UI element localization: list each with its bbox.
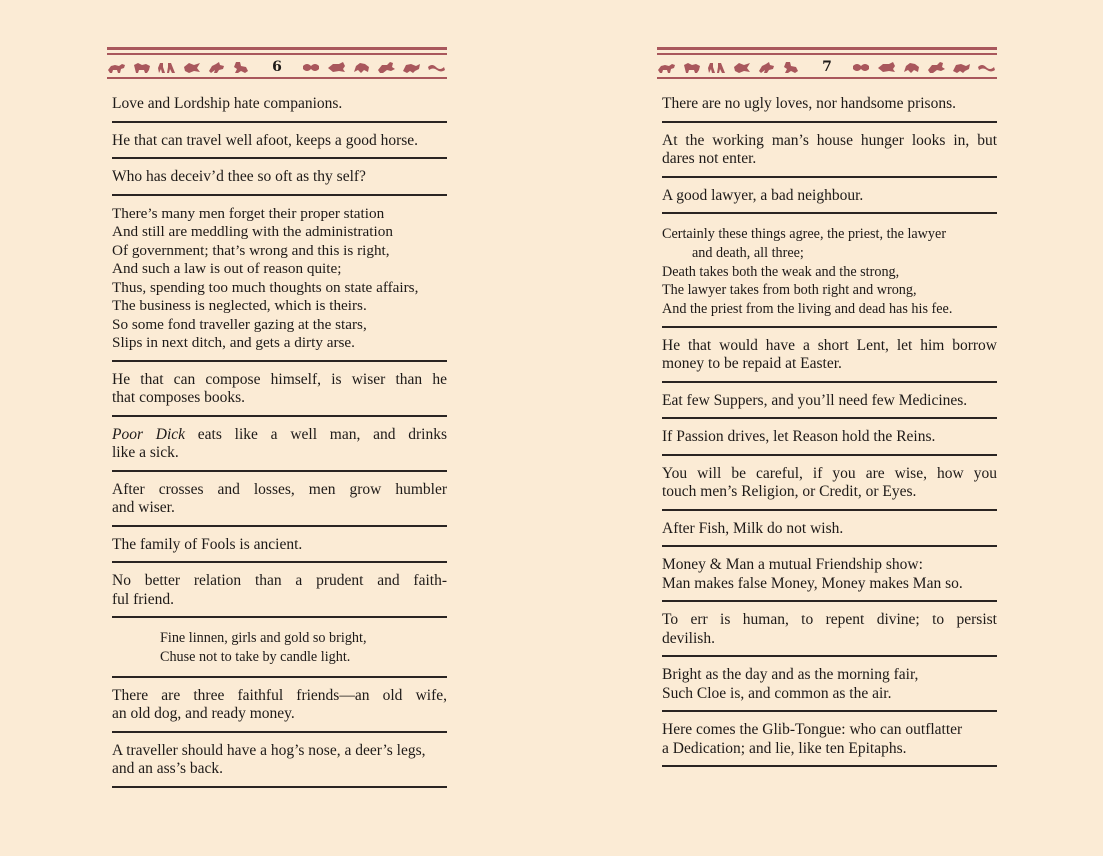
proverb-list	[107, 95, 447, 788]
proverb-entry: Money & Man a mutual Friendship show: Man makes false Money, Money makes Man so.	[662, 556, 997, 602]
proverb-entry: He that can compose himself, is wiser than he that composes books.	[112, 371, 447, 417]
stag-ornament-icon	[927, 61, 947, 74]
proverb-entry: Eat few Suppers, and you’ll need few Medicines.	[662, 392, 997, 420]
proverb-entry: After Fish, Milk do not wish.	[662, 520, 997, 548]
proverb-entry: You will be careful, if you are wise, how you touch men’s Religion, or Credit, or Eyes.	[662, 465, 997, 511]
italic-name: Poor Dick	[112, 425, 186, 443]
proverb-entry: At the working man’s house hunger looks in, but dares not enter.	[662, 132, 997, 178]
proverb-entry: He that can travel well afoot, keeps a good horse.	[112, 132, 447, 160]
lion-ornament-icon	[352, 61, 372, 74]
fish-ornament-icon	[877, 61, 897, 74]
proverb-entry: The family of Fools is ancient.	[112, 536, 447, 564]
carriage-ornament-icon	[302, 61, 322, 74]
proverb-entry: After crosses and losses, men grow humbler and wiser.	[112, 481, 447, 527]
serpent-ornament-icon	[427, 61, 447, 74]
ornament-glyphs-right	[302, 59, 447, 75]
proverb-entry: If Passion drives, let Reason hold the Reins.	[662, 428, 997, 456]
proverb-entry: No better relation than a prudent and faith- ful friend.	[112, 572, 447, 618]
proverb-entry: There are no ugly loves, nor handsome prisons.	[662, 95, 997, 123]
page-number: 7	[822, 59, 832, 75]
proverb-list	[657, 95, 997, 767]
proverb-entry: Who has deceiv’d thee so oft as thy self?	[112, 168, 447, 196]
header-rule	[107, 47, 447, 50]
verse-entry: Certainly these things agree, the priest, the lawyer and death, all three; Death takes both the weak and the strong, The lawyer takes from both right and wrong, And the priest from the living and dead has his fee.	[662, 223, 997, 328]
page-header-ornament	[657, 47, 997, 81]
proverb-entry: There are three faithful friends—an old wife, an old dog, and ready money.	[112, 687, 447, 733]
serpent-ornament-icon	[977, 61, 997, 74]
right-page	[657, 47, 997, 776]
left-page	[107, 47, 447, 797]
lion-ornament-icon	[902, 61, 922, 74]
header-rule	[657, 53, 997, 55]
header-rule	[107, 53, 447, 55]
proverb-entry: Love and Lordship hate companions.	[112, 95, 447, 123]
proverb-entry: Here comes the Glib-Tongue: who can outflatter a Dedication; and lie, like ten Epitaphs.	[662, 721, 997, 767]
carriage-ornament-icon	[852, 61, 872, 74]
ornament-glyphs-right	[852, 59, 997, 75]
hound-ornament-icon	[402, 61, 422, 74]
page-number: 6	[272, 59, 282, 75]
page-header-ornament	[107, 47, 447, 81]
proverb-entry: A good lawyer, a bad neighbour.	[662, 187, 997, 215]
verse-entry: There’s many men forget their proper station And still are meddling with the administration Of government; that’s wrong and this is right, And such a law is out of reason quite; Thus, spending too much thoughts on state affairs, The business is neglected, which is theirs. So some fond traveller gazing at the stars, Slips in next ditch, and gets a dirty arse.	[112, 205, 447, 362]
stag-ornament-icon	[377, 61, 397, 74]
proverb-entry: Poor Dick eats like a well man, and drinks like a sick.	[112, 426, 447, 472]
header-rule	[657, 47, 997, 50]
proverb-entry: To err is human, to repent divine; to persist devilish.	[662, 611, 997, 657]
proverb-entry: Bright as the day and as the morning fair, Such Cloe is, and common as the air.	[662, 666, 997, 712]
verse-entry: Fine linnen, girls and gold so bright, Chuse not to take by candle light.	[112, 627, 447, 678]
header-rule	[657, 77, 997, 79]
fish-ornament-icon	[327, 61, 347, 74]
hound-ornament-icon	[952, 61, 972, 74]
header-rule	[107, 77, 447, 79]
proverb-entry: He that would have a short Lent, let him borrow money to be repaid at Easter.	[662, 337, 997, 383]
proverb-entry: A traveller should have a hog’s nose, a deer’s legs, and an ass’s back.	[112, 742, 447, 788]
